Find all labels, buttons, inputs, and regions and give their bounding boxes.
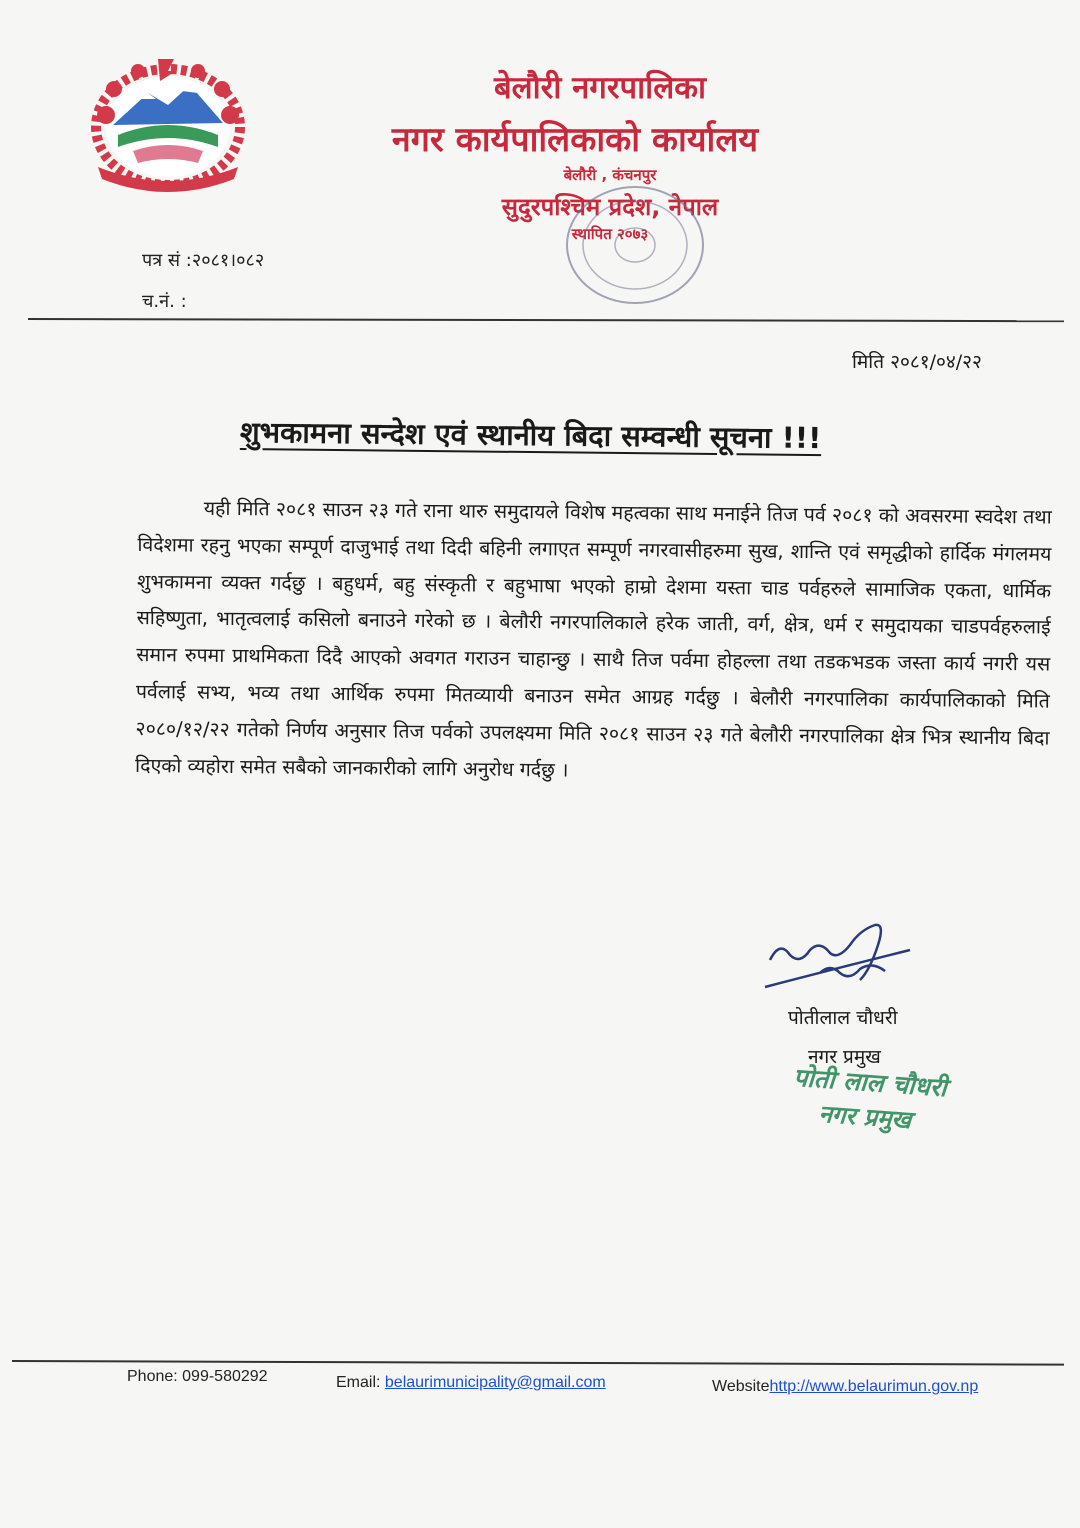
date-value: २०८१/०४/२२ bbox=[890, 351, 982, 373]
municipality-name: बेलौरी नगरपालिका bbox=[493, 70, 707, 106]
stamp-signatory-name: पोती लाल चौधरी bbox=[792, 1062, 948, 1103]
office-seal-icon bbox=[560, 180, 710, 310]
signature-icon bbox=[760, 915, 920, 1000]
stamp-signatory-post: नगर प्रमुख bbox=[817, 1099, 913, 1135]
signatory-post: नगर प्रमुख bbox=[808, 1046, 881, 1068]
notice-body: यही मिति २०८१ साउन २३ गते राना थारु समुदायले विशेष महत्वका साथ मनाईने तिज पर्व २०८१ को अवसरमा स्वदेश तथा विदेशमा रहनु भएका सम्पूर्ण दाजुभाई तथा दिदी बहिनी लगाएत सम्पूर्ण नगरवासीहरुमा सुख, शान्ति एवं समृद्धीको हार्दिक मंगलमय शुभकामना व्यक्त गर्दछु । बहुधर्म, बहु संस्कृती र बहुभाषा भएको हाम्रो देशमा यस्ता चाड पर्वहरुले सामाजिक एकता, धार्मिक सहिष्णुता, भातृत्वलाई कसिलो बनाउने गरेको छ । बेलौरी नगरपालिकाले हरेक जाती, वर्ग, क्षेत्र, धर्म र समुदायका चाडपर्वहरुलाई समान रुपमा प्राथमिकता दिदै आएको अवगत गराउन चाहान्छु । साथै तिज पर्वमा होहल्ला तथा तडकभडक जस्ता कार्य नगरी यस पर्वलाई सभ्य, भव्य तथा आर्थिक रुपमा मितव्यायी बनाउन समेत आग्रह गर्दछु । बेलौरी नगरपालिका कार्यपालिकाको मिति २०८०/१२/२२ गतेको निर्णय अनुसार तिज पर्वको उपलक्ष्यमा मिति २०८१ साउन २३ गते बेलौरी नगरपालिका क्षेत्र भित्र स्थानीय बिदा दिएको व्यहोरा समेत सबैको जानकारीको लागि अनुरोध गर्दछु । bbox=[134, 496, 1052, 782]
dispatch-number bbox=[142, 289, 187, 313]
website-link[interactable]: http://www.belaurimun.gov.np bbox=[769, 1378, 979, 1395]
nepal-emblem-icon bbox=[78, 55, 258, 195]
notice-title: शुभकामना सन्देश एवं स्थानीय बिदा सम्वन्धी सूचना !!! bbox=[239, 415, 822, 456]
header-divider bbox=[28, 318, 1064, 322]
footer-divider bbox=[12, 1360, 1064, 1366]
letter-date bbox=[852, 348, 982, 374]
letter-number-value: २०८१।०८२ bbox=[191, 250, 265, 271]
footer-email bbox=[336, 1374, 606, 1392]
established-year: स्थापित २०७३ bbox=[571, 225, 649, 243]
date-label: मिति bbox=[852, 351, 885, 373]
footer-website bbox=[712, 1378, 978, 1396]
letter-number-label: पत्र सं : bbox=[142, 250, 192, 271]
province-name: सुदुरपश्चिम प्रदेश, नेपाल bbox=[501, 193, 719, 221]
email-link[interactable]: belaurimunicipality@gmail.com bbox=[384, 1374, 606, 1391]
signatory-name: पोतीलाल चौधरी bbox=[788, 1007, 898, 1029]
dispatch-number-label: च.नं. : bbox=[142, 291, 187, 312]
letter-number bbox=[142, 248, 264, 272]
footer-phone: Phone: 099-580292 bbox=[127, 1368, 268, 1385]
office-location: बेलौरी , कंचनपुर bbox=[563, 166, 657, 184]
website-label: Website bbox=[712, 1378, 770, 1395]
email-label: Email: bbox=[336, 1374, 385, 1391]
office-name: नगर कार्यपालिकाको कार्यालय bbox=[391, 120, 759, 160]
